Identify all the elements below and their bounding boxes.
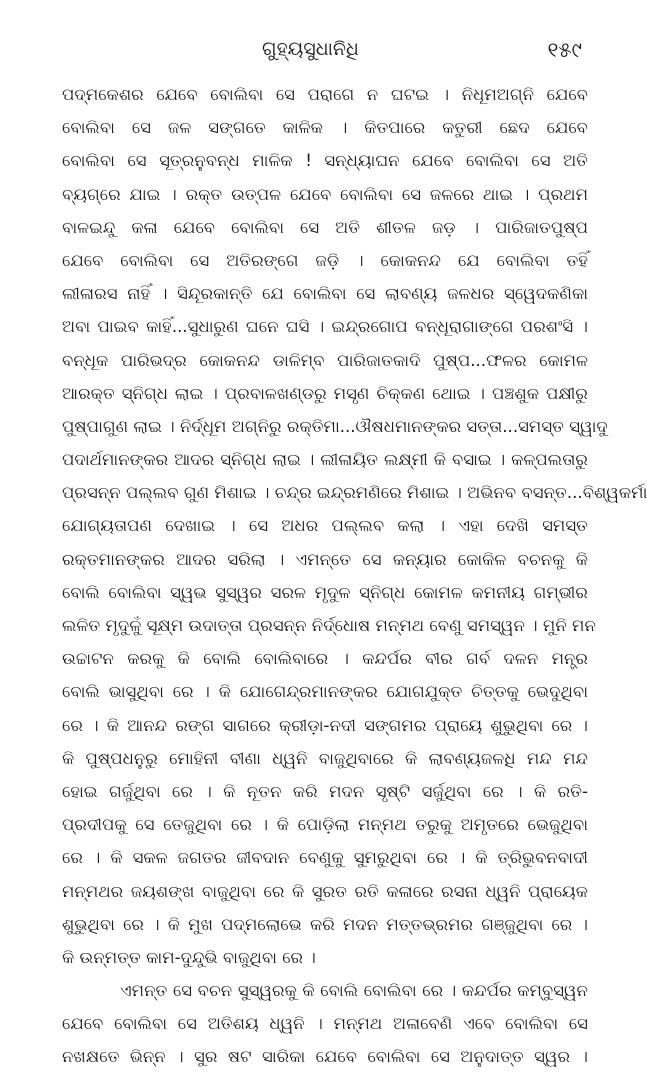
text-line: ବନ୍ଧୂକ ପାରିଭଦ୍ର କୋକନନ୍ଦ ଡାଳିମ୍ବ ପାରିଜାତକାଦି ପୁଷ୍ପ...ଫଳର କୋମଳ <box>62 350 588 370</box>
text-line: ଶୁଭୁଥିବା ରେ । କି ମୁଖ ପଦ୍ମଲୋଭେ କରି ମଦନ ମତ୍ତଭ୍ରମର ଗଞ୍ଜୁଥିବା ରେ । <box>62 914 588 934</box>
text-line: ଉଚ୍ଚାଟନ କରକୁ କି ବୋଲି ବୋଲିବାରେ । କନ୍ଦର୍ପର ବୀର ଗର୍ବ ଦଳନ ମନ୍ତ୍ର <box>62 649 588 669</box>
text-line: ବ୍ୟଗ୍ରେ ଯାଇ । ରକ୍ତ ଉତ୍ପଳ ଯେବେ ବୋଲିବା ସେ ଜଳରେ ଥାଇ । ପ୍ରଥମ <box>62 184 588 204</box>
text-line: ମନ୍ମଥର ଜୟଶଙ୍ଖ ବାଜୁଥିବା ରେ କି ସୁରତ ରତି କଳାରେ ରସନା ଧ୍ୱନି ପ୍ରାୟେକ <box>62 881 588 901</box>
text-line: ଯେବେ ବୋଲିବା ସେ ଅତିରଙ୍ଗେ ଜଡ଼ି । କୋକନନ୍ଦ ଯେ ବୋଲିବା ତହିଁ <box>62 250 588 270</box>
text-line: ଯୋଗ୍ୟତାପଣ ଦେଖାଇ । ସେ ଅଧର ପଲ୍ଲବ କଲା । ଏହା ଦେଖି ସମସ୍ତ <box>62 516 588 536</box>
text-line: ଯେବେ ବୋଲିବା ସେ ଅତିଶୟ ଧ୍ୱନି । ମନ୍ମଥ ଅଳାବେଣି ଏବେ ବୋଲିବା ସେ <box>62 1014 588 1034</box>
text-line: ପଦାର୍ଥମାନଙ୍କର ଆଦର ସ୍ନିଗ୍ଧ ଲାଇ । ଲୀଳାୟିତ ଲକ୍ଷ୍ମୀ କି ବସାଇ । କଳ୍ପଲତାରୁ <box>62 450 588 470</box>
text-line: କି ପୁଷ୍ପଧନୁରୁ ମୋହିନୀ ବୀଣା ଧ୍ୱନି ବାଜୁଥିବାରେ କି ଲାବଣ୍ୟଜଳଧି ମନ୍ଦ ମନ୍ଦ <box>62 748 588 768</box>
paragraph-start-line: ଏମନ୍ତ ସେ ବଚନ ସୁସ୍ୱରକୁ କି ବୋଲି ବୋଲିବା ରେ । କନ୍ଦର୍ପର କମ୍ବୁସ୍ୱନ <box>120 981 588 1001</box>
text-line: ଲୀଳାରସ ନାହିଁ । ସିନ୍ଦୂରକାନ୍ତି ଯେ ବୋଲିବା ସେ ଲାବଣ୍ୟ ଜଳଧର ସ୍ୱେଦକଣିକା <box>62 284 588 304</box>
text-line: ପ୍ରଦୀପକୁ ସେ ତେଜୁଥିବା ରେ । କି ପୋଡ଼ିଲା ମନ୍ମଥ ତରୁକୁ ଅମୃତରେ ଭେଜୁଥିବା <box>62 815 588 835</box>
text-line: ଅବା ପାଇବ କାହିଁ...ସୁଧାରୁଣ ଘନେ ଘସି । ଇନ୍ଦ୍ରଗୋପ ବନ୍ଧୂରାଗାଙ୍ଗେ ପରଶଂସି । <box>62 317 588 337</box>
text-line: ପୁଷ୍ପାଗୁଣ ଲାଇ । ନିର୍ଦ୍ଧୂମ ଅଗ୍ନିରୁ ରକ୍ତିମା...ଔଷଧମାନଙ୍କର ସତ୍ତା...ସମସ୍ତ ସ୍ୱାଦୁ <box>62 416 608 436</box>
text-line: ନଖକ୍ଷତେ ଭିନ୍ନ । ସୁର ଷଟ ସାରିକା ଯେବେ ବୋଲିବା ସେ ଅନୁଦାତ୍ତ ସ୍ୱର । <box>62 1047 588 1067</box>
text-line: ପ୍ରସନ୍ନ ପଲ୍ଲବ ଗୁଣ ମିଶାଇ । ଚନ୍ଦ୍ର ଇନ୍ଦ୍ରମଣିରେ ମିଶାଇ । ଅଭିନବ ବସନ୍ତ...ବିଶ୍ୱକର୍ମା <box>62 483 647 503</box>
text-line: ପଦ୍ମକେଶର ଯେବେ ବୋଲିବା ସେ ପରାଗେ ନ ଘଟଇ । ନିଧୂମଅଗ୍ନି ଯେବେ <box>62 85 588 104</box>
text-line: ବୋଲି ଭାସୁଥିବା ରେ । କି ଯୋଗେନ୍ଦ୍ରମାନଙ୍କର ଯୋଗଯୁକ୍ତ ଚିତ୍ତକୁ ଭେଦୁଥିବା <box>62 682 588 702</box>
text-line: ବୋଲିବା ସେ ଜଳ ସଙ୍ଗତେ କାଳିକ । କିତପାରେ କତୁରୀ ଛେଦ ଯେବେ <box>62 118 588 138</box>
page-header <box>62 38 582 68</box>
running-title: ଗୁହ୍ୟସୁଧାନିଧି <box>262 38 359 60</box>
text-line: ବୋଲିବା ସେ ସୂତ୍ରନୁବନ୍ଧ ମାଳିକ ! ସନ୍ଧ୍ୟାଘନ ଯେବେ ବୋଲିବା ସେ ଅତି <box>62 151 588 171</box>
page-number: ୧୫୯ <box>547 38 582 62</box>
body-text <box>62 78 647 1074</box>
text-line: ବୋଲି ବୋଲିବା ସ୍ୱଭ ସୁସ୍ୱର ସରଳ ମୃଦୁଳ ସ୍ନିଗ୍ଧ କୋମଳ କମନୀୟ ଗମ୍ଭୀର <box>62 582 588 602</box>
text-line: ବାଳଇନ୍ଦୁ କଳା ଯେବେ ବୋଲିବା ସେ ଅତି ଶୀତଳ ଜଡ଼ । ପାରିଜାତପୁଷ୍ପ <box>62 217 588 237</box>
text-line: ରକ୍ତମାନଙ୍କର ଆଦର ସରିଲା । ଏମନ୍ତେ ସେ କନ୍ୟାର କୋକିଳ ବଚନକୁ କି <box>62 549 588 569</box>
text-line: ରେ । କି ସକଳ ଜଗତର ଜୀବଦାନ ବେଣୁକୁ ସୁମରୁଥିବା ରେ । କି ତ୍ରିଭୁବନବାଦୀ <box>62 848 588 868</box>
text-line: କି ଉନ୍ମତ୍ତ କାମ-ଦୁନ୍ଦୁଭି ବାଜୁଥିବା ରେ । <box>62 947 316 967</box>
text-line: ରେ । କି ଆନନ୍ଦ ରଙ୍ଗ ସାଗରେ କ୍ରୀଡ଼ା-ନଦୀ ସଙ୍ଗମର ପ୍ରାୟେ ଶୁଭୁଥିବା ରେ । <box>62 715 588 735</box>
text-line: ଲଳିତ ମୃଦୁଳୁଁ ସୂକ୍ଷ୍ମ ଉଦାତ୍ତା ପ୍ରସନ୍ନ ନିର୍ଦ୍ଧୋଷ ମନ୍ମଥ ବେଣୁ ସମସ୍ୱନ । ମୁନି ମନ <box>62 616 596 635</box>
text-line: ହୋଇ ଗର୍ଜୁଥିବା ରେ । କି ନୂତନ କରି ମଦନ ସୃଷ୍ଟି ସର୍ଜୁଥିବା ରେ । କି ରତି- <box>62 781 588 801</box>
text-line: ଆରକ୍ତ ସ୍ନିଗ୍ଧ ଲାଇ । ପ୍ରବାଳଖଣ୍ଡରୁ ମସୃଣ ଚିକ୍କଣ ଥୋଇ । ପଞ୍ଚଶୁକ ପକ୍ଷୀରୁ <box>62 383 588 403</box>
